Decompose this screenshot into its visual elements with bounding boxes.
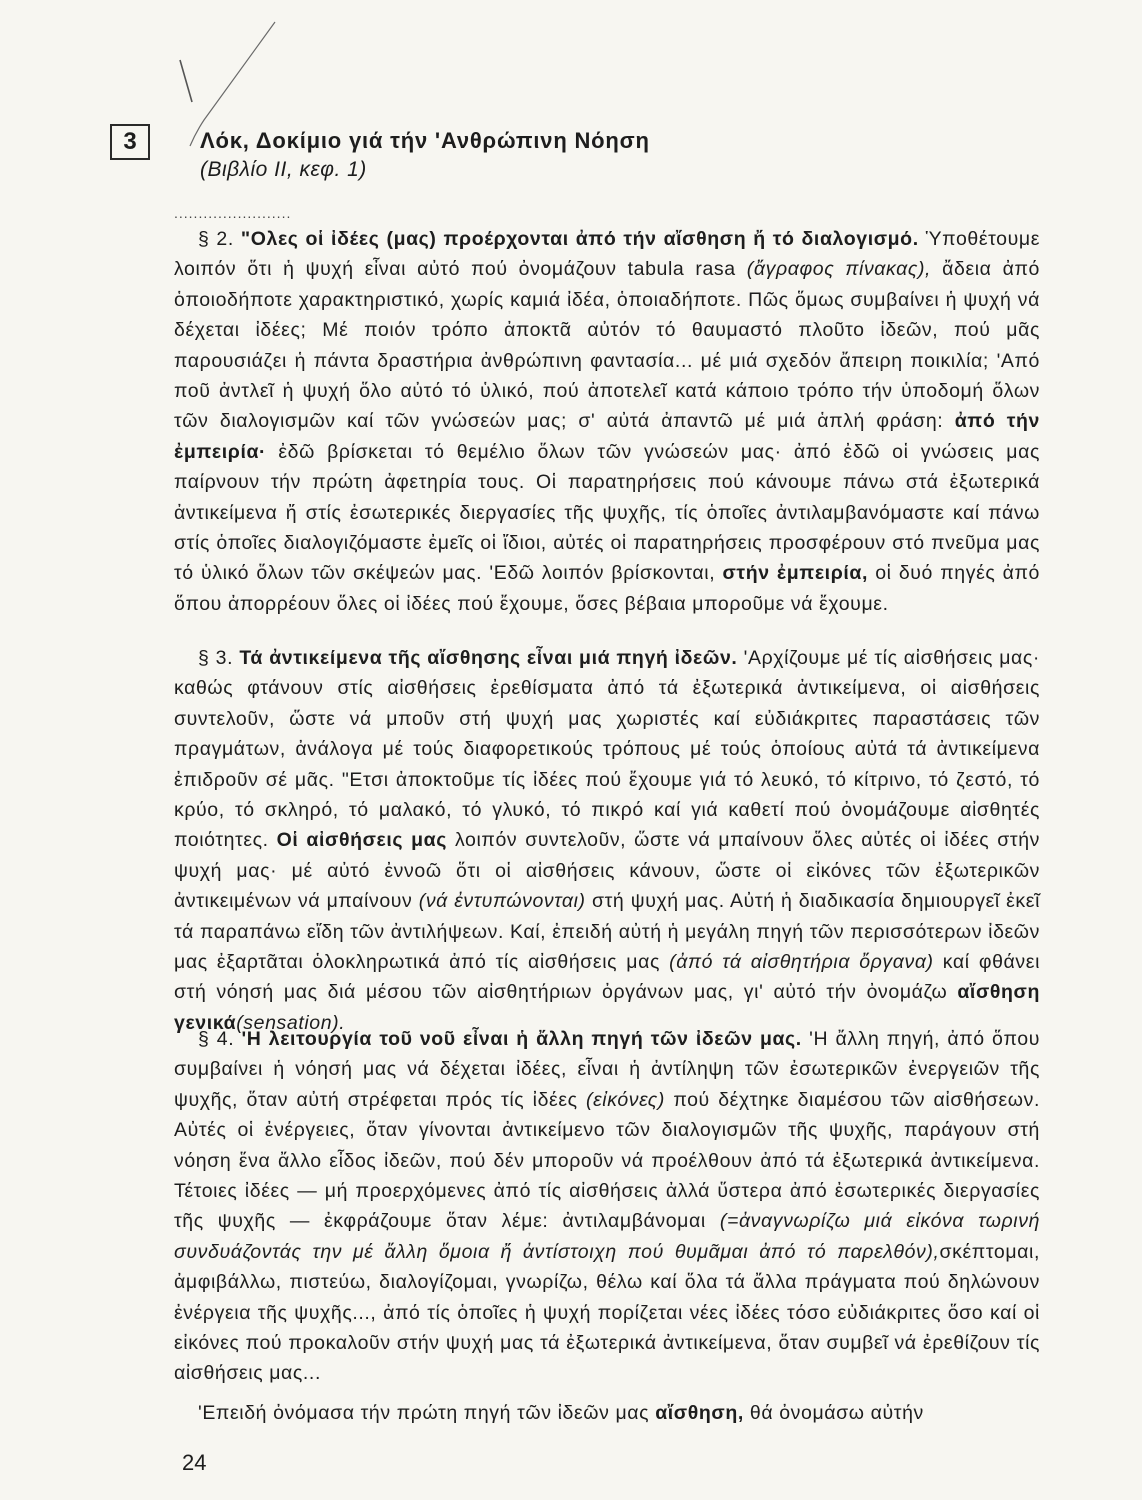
paragraph-section-3 (174, 643, 1040, 1038)
italic-phrase: (sensation). (236, 1011, 346, 1034)
paragraph-text: Ὑποθέτουμε λοιπόν ὅτι ἡ ψυχή εἶναι αὐτό πού ὀνομάζουν tabula rasa (174, 228, 1040, 281)
paragraph-text: 'Η ἄλλη πηγή, ἀπό ὅπου συμβαίνει ἡ νόησή μας νά δέχεται ἰδέες, εἶναι ἡ ἀντίληψη τῶν ἐσωτερικῶν ἐνεργειῶν τῆς ψυχῆς, ὅταν αὐτή στρέφεται πρός τίς ἰδέες (174, 1028, 1040, 1111)
italic-phrase: (νά ἐντυπώνονται) (418, 890, 586, 913)
italic-phrase: (ἄγραφος πίνακας), (746, 258, 932, 281)
bold-phrase: στήν ἐμπειρία, (722, 562, 868, 585)
paragraph-section-4 (174, 1024, 1040, 1389)
paragraph-text: πού δέχτηκε διαμέσου τῶν αἰσθήσεων. Αὐτές οἱ ἐνέργειες, ὅταν γίνονται ἀντικείμενο τῶν διαλογισμῶν τῆς ψυχῆς, παράγουν στή νόηση ἕνα ἄλλο εἶδος ἰδεῶν, πού δέν μποροῦν νά προέλθουν ἀπό τά ἐξωτερικά ἀντικείμενα. Τέτοιες ἰδέες — μή προερχόμενες ἀπό τίς αἰσθήσεις ἀλλά ὕστερα ἀπό ἐσωτερικές διεργασίες τῆς ψυχῆς — ἐκφράζουμε ὅταν λέμε: ἀντιλαμβάνομαι (174, 1088, 1040, 1233)
italic-phrase: (εἰκόνες) (586, 1088, 665, 1111)
section-marker: § 4. (198, 1028, 242, 1050)
bold-phrase: ἀπό τήν ἐμπειρία· (174, 410, 1041, 463)
section-marker: § 3. (198, 647, 240, 669)
paragraph-text: ἄδεια ἀπό ὁποιοδήποτε χαρακτηριστικό, χωρίς καμιά ἰδέα, ὁποιαδήποτε. Πῶς ὅμως συμβαίνει ἡ ψυχή νά δέχεται ἰδέες; Μέ ποιόν τρόπο ἀποκτᾶ αὐτόν τό θαυμαστό πλοῦτο ἰδεῶν, πού μᾶς παρουσιάζει ἡ πάντα δραστήρια ἀνθρώπινη φαντασία... μέ μιά σχεδόν ἄπειρη ποικιλία; 'Από ποῦ ἀντλεῖ ἡ ψυχή ὅλο αὐτό τό ὑλικό, πού ἀποτελεῖ κατά κάποιο τρόπο τήν ὑποδομή ὅλων τῶν διαλογισμῶν καί τῶν γνώσεών μας; σ' αὐτά ἀπαντῶ μέ μιά ἁπλή φράση: (174, 258, 1040, 433)
bold-phrase: αἴσθηση γενικά (174, 981, 1040, 1034)
paragraph-heading: "Ολες οἱ ἰδέες (μας) προέρχονται ἀπό τήν αἴσθηση ἤ τό διαλογισμό. (240, 228, 919, 250)
paragraph-heading: 'Η λειτουργία τοῦ νοῦ εἶναι ἡ ἄλλη πηγή τῶν ἰδεῶν μας. (241, 1028, 802, 1050)
paragraph-text: ἐδῶ βρίσκεται τό θεμέλιο ὅλων τῶν γνώσεών μας· ἀπό ἐδῶ οἱ γνώσεις μας παίρνουν τήν πρώτη ἀφετηρία τους. Οἱ παρατηρήσεις πού κάνουμε πάνω στά ἐξωτερικά ἀντικείμενα ἤ στίς ἐσωτερικές διεργασίες τῆς ψυχῆς, τίς ὁποῖες ἀντιλαμβανόμαστε καί πάνω στίς ὁποῖες διαλογιζόμαστε ἐμεῖς οἱ ἴδιοι, αὐτές οἱ παρατηρήσεις προσφέρουν στό πνεῦμα μας τό ὑλικό ὅλων τῶν σκέψεών μας. 'Εδῶ λοιπόν βρίσκονται, (174, 440, 1040, 585)
paragraph-heading: Τά ἀντικείμενα τῆς αἴσθησης εἶναι μιά πηγή ἰδεῶν. (239, 647, 738, 669)
paragraph-text: σκέπτομαι, ἀμφιβάλλω, πιστεύω, διαλογίζομαι, γνωρίζω, θέλω καί ὅλα τά ἄλλα πράγματα πού δηλώνουν ἐνέργεια τῆς ψυχῆς..., ἀπό τίς ὁποῖες ἡ ψυχή πορίζεται νέες ἰδέες τόσο εὐδιάκριτες ὅσο καί οἱ εἰκόνες πού προκαλοῦν στήν ψυχή μας τά ἐξωτερικά ἀντικείμενα, ὅταν συμβεῖ νά ἐρεθίζουν τίς αἰσθήσεις μας... (174, 1240, 1040, 1385)
paragraph-text: οἱ δυό πηγές ἀπό ὅπου ἀπορρέουν ὅλες οἱ ἰδέες πού ἔχουμε, ὅσες βέβαια μποροῦμε νά ἔχουμε. (174, 562, 1040, 615)
paragraph-continuation (174, 1398, 1040, 1428)
paragraph-text: θά ὀνομάσω αὐτήν (743, 1402, 924, 1424)
page-number: 24 (182, 1450, 207, 1475)
paragraph-text: στή ψυχή μας. Αὐτή ἡ διαδικασία δημιουργεῖ ἐκεῖ τά παραπάνω εἴδη τῶν ἀντιλήψεων. Καί, ἐπειδή αὐτή ἡ μεγάλη πηγή τῶν περισσότερων ἰδεῶν μας ἐξαρτᾶται ὁλοκληρωτικά ἀπό τίς αἰσθήσεις μας (174, 890, 1041, 974)
italic-phrase: (ἀπό τά αἰσθητήρια ὄργανα) (669, 951, 934, 974)
paragraph-text: καί φθάνει στή νόησή μας διά μέσου τῶν αἰσθητήριων ὀργάνων μας, γι' αὐτό τήν ὀνομάζω (174, 951, 1040, 1004)
italic-phrase: (=ἀναγνωρίζω μιά εἰκόνα τωρινή συνδυάζοντάς την μέ ἄλλη ὅμοια ἤ ἀντίστοιχη πού θυμᾶμαι ἀπό τό παρελθόν), (174, 1210, 1040, 1263)
section-marker: § 2. (198, 228, 241, 250)
bold-phrase: αἴσθηση, (655, 1402, 744, 1424)
paragraph-text: 'Αρχίζουμε μέ τίς αἰσθήσεις μας· καθώς φτάνουν στίς αἰσθήσεις ἐρεθίσματα ἀπό τά ἐξωτερικά ἀντικείμενα, οἱ αἰσθήσεις συντελοῦν, ὥστε νά μποῦν στή ψυχή μας χωριστές καί εὐδιάκριτες παραστάσεις τῶν πραγμάτων, ἀνάλογα μέ τούς διαφορετικούς τρόπους μέ τούς ὁποίους αὐτά τά ἀντικείμενα ἐπιδροῦν σέ μᾶς. "Ετσι ἀποκτοῦμε τίς ἰδέες πού ἔχουμε γιά τό λευκό, τό κίτρινο, τό ζεστό, τό κρύο, τό σκληρό, τό μαλακό, τό γλυκό, τό πικρό καί γιά καθετί πού ὀνομάζουμε αἰσθητές ποιότητες. (174, 647, 1040, 852)
paragraph-text: 'Επειδή ὀνόμασα τήν πρώτη πηγή τῶν ἰδεῶν μας (198, 1402, 656, 1424)
paragraph-section-2 (174, 224, 1040, 619)
document-subtitle: (Βιβλίο ΙΙ, κεφ. 1) (200, 158, 367, 181)
section-number-box: 3 (110, 124, 150, 160)
document-title: Λόκ, Δοκίμιο γιά τήν 'Ανθρώπινη Νόηση (200, 128, 650, 153)
bold-phrase: Οἱ αἰσθήσεις μας (276, 829, 447, 852)
dotted-separator: ........................ (174, 205, 292, 221)
paragraph-text: λοιπόν συντελοῦν, ὥστε νά μπαίνουν ὅλες αὐτές οἱ ἰδέες στήν ψυχή μας· μέ αὐτό ἐννοῶ ὅτι οἱ αἰσθήσεις κάνουν, ὥστε οἱ εἰκόνες τῶν ἐξωτερικῶν ἀντικειμένων νά μπαίνουν (174, 829, 1040, 913)
